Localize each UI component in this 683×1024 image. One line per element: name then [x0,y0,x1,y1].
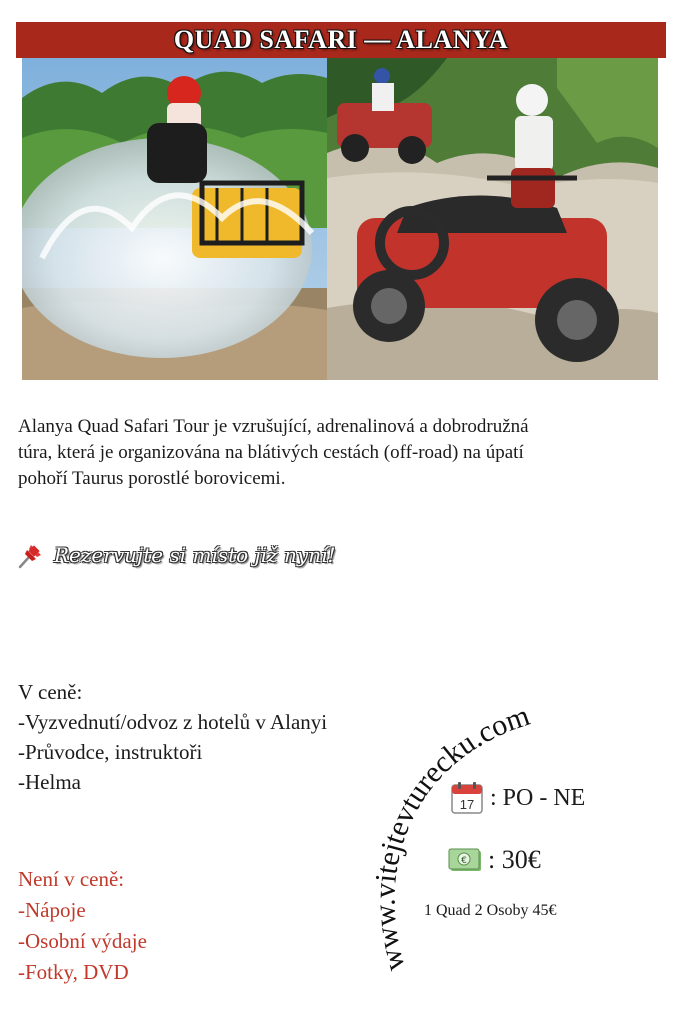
list-item: -Helma [18,770,81,794]
price-text: : 30€ [488,845,541,874]
not-included-list [18,864,147,988]
photo-quad-splash [22,58,327,380]
list-item: -Nápoje [18,898,86,922]
page-title: QUAD SAFARI — ALANYA [173,25,509,54]
not-included-title: Není v ceně: [18,867,125,891]
photo-quad-riders [327,58,658,380]
website-url-path: www.vitejtevturecku.com [368,698,534,975]
svg-text:17: 17 [459,797,475,812]
pushpin-icon [16,540,46,570]
website-url [368,699,533,975]
price-row [448,843,541,877]
schedule-row [450,781,585,815]
schedule-text: : PO - NE [490,784,586,811]
reservation-callout [16,540,336,570]
included-list [18,677,327,797]
svg-text:€: € [461,856,467,866]
included-title: V ceně: [18,680,83,704]
title-banner [16,22,666,58]
list-item: -Fotky, DVD [18,960,129,984]
list-item: -Vyzvednutí/odvoz z hotelů v Alanyi [18,710,328,734]
intro-line: Alanya Quad Safari Tour je vzrušující, adrenalinová a dobrodružná [18,416,529,437]
calendar-icon [450,781,484,815]
list-item: -Průvodce, instruktoři [18,740,203,764]
intro-paragraph [18,414,658,492]
quad-price-note: 1 Quad 2 Osoby 45€ [424,902,557,919]
website-arc [360,668,660,988]
photo-collage [22,58,658,380]
reservation-text: Rezervujte si místo již nyní! [54,543,336,567]
intro-line: túra, která je organizována na blátivých cestách (off-road) na úpatí [18,442,524,463]
list-item: -Osobní výdaje [18,929,147,953]
money-icon [448,843,482,877]
intro-line: pohoří Taurus porostlé borovicemi. [18,468,286,489]
